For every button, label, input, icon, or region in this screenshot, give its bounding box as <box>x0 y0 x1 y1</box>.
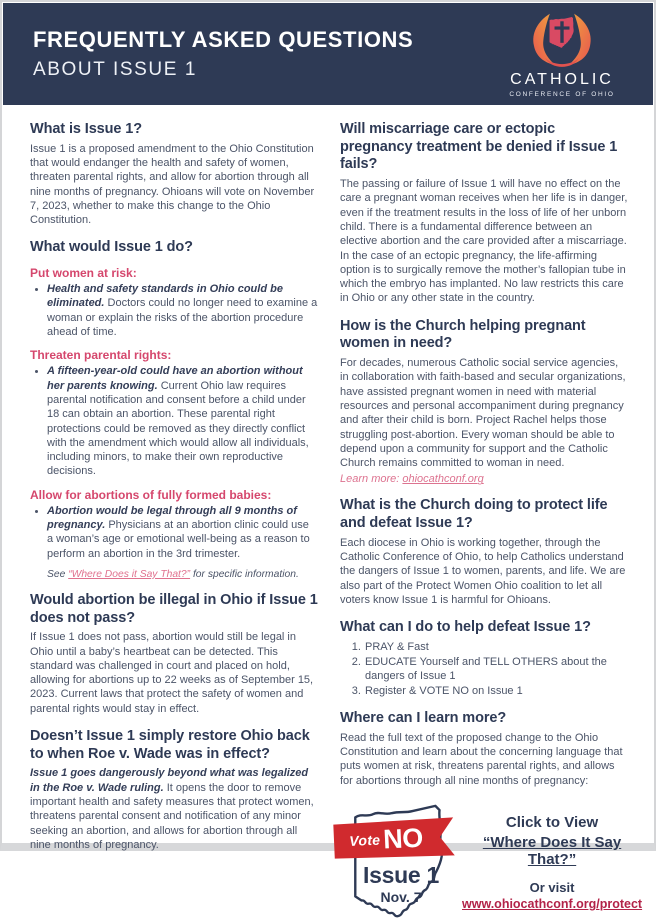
section-body: Issue 1 is a proposed amendment to the Ohio Constitution that would endanger the health and safety of women, threaten parental rights, and allow for abortion through all nine months of pregnancy. Ohioans will vote on November 7, 2023, whether to make this change to the Ohio Constitution. <box>30 142 315 227</box>
nov-7-label: Nov. 7 <box>380 888 422 905</box>
cta-block <box>462 800 642 913</box>
bullet-list <box>30 282 318 339</box>
section-heading: What can I do to help defeat Issue 1? <box>340 619 591 636</box>
bullet-item <box>47 282 318 339</box>
subhead-threaten-parental-rights: Threaten parental rights: <box>30 348 172 363</box>
section-body: The passing or failure of Issue 1 will have no effect on the care a pregnant woman receives when her life is in danger, even if the treatment results in the loss of life of her unborn child. There is a fundamental difference between an elective abortion and the care provided after a miscarriage. In the case of an ectopic pregnancy, the life-affirming option is to surgically remove the mother’s fallopian tube in which the embryo has implanted. No law restricts this care in Ohio or any other state in the country. <box>340 178 628 305</box>
learn-more-prefix: Learn more: <box>340 473 403 486</box>
section-what-is-issue-1 <box>30 121 318 227</box>
section-heading: Will miscarriage care or ectopic pregnancy treatment be denied if Issue 1 fails? <box>340 121 618 173</box>
section-roe-v-wade <box>30 728 318 852</box>
bullet-list <box>30 364 318 478</box>
section-body: If Issue 1 does not pass, abortion would still be legal in Ohio until a baby’s heartbeat can be detected. This standard was challenged in court and placed on hold, allowing for abortions up to 22 weeks as of September 15, 2023. Current laws that protect the safety of women and parental rights would stay in effect. <box>30 631 314 715</box>
where-does-it-say-that-cta-link[interactable]: “Where Does It Say That?” <box>482 833 622 868</box>
right-column <box>340 119 643 911</box>
section-church-defeat-issue-1 <box>340 497 628 607</box>
org-name: CATHOLIC <box>510 70 614 88</box>
footer-graphic-row <box>340 800 643 924</box>
see-note <box>47 569 318 580</box>
section-heading: What would Issue 1 do? <box>30 239 193 256</box>
flame-ohio-cross-icon <box>526 11 598 69</box>
or-visit-label: Or visit <box>529 879 575 895</box>
ribbon-text <box>333 818 439 861</box>
org-logo <box>493 11 631 98</box>
section-heading: What is Issue 1? <box>30 121 143 137</box>
action-list <box>340 640 628 698</box>
paragraph-lead: Issue 1 goes dangerously beyond what was legalized in the Roe v. Wade ruling. <box>30 767 309 794</box>
where-does-it-say-that-link[interactable]: “Where Does it Say That?” <box>68 568 191 580</box>
subhead-put-women-at-risk: Put women at risk: <box>30 266 137 281</box>
content-columns <box>2 105 654 911</box>
bullet-lead: Abortion would be legal through all 9 months of pregnancy. <box>47 504 297 532</box>
section-body <box>30 766 318 852</box>
section-heading: Doesn’t Issue 1 simply restore Ohio back to when Roe v. Wade was in effect? <box>30 728 310 762</box>
vote-no-badge <box>340 800 462 924</box>
bullet-rest: Doctors could no longer need to examine a woman or explain the risks of the abortion procedure ahead of time. <box>47 297 318 339</box>
section-body: Read the full text of the proposed change to the Ohio Constitution and learn about the concerning language that puts women at risk, threatens parental rights, and allows for abortions through all nine months of pregnancy: <box>340 731 623 787</box>
org-tagline: CONFERENCE OF OHIO <box>509 90 615 98</box>
bullet-item <box>47 364 318 478</box>
left-column <box>30 119 318 854</box>
section-heading: Would abortion be illegal in Ohio if Issue 1 does not pass? <box>30 591 318 626</box>
header-banner <box>3 3 653 105</box>
section-where-learn-more <box>340 710 628 788</box>
section-heading: What is the Church doing to protect life and defeat Issue 1? <box>340 497 608 532</box>
section-body: Each diocese in Ohio is working together, through the Catholic Conference of Ohio, to help Catholics understand the dangers of Issue 1 to women, parents, and life. We are also part of the Protect Women Ohio coalition to let all voters know Issue 1 is harmful for Ohioans. <box>340 536 626 607</box>
section-heading: Where can I learn more? <box>340 710 507 727</box>
vote-word: Vote <box>348 831 381 849</box>
learn-more-line <box>340 473 628 485</box>
bullet-lead: A fifteen-year-old could have an abortion without her parents knowing. <box>47 365 303 392</box>
ohiocathconf-link[interactable]: ohiocathconf.org <box>402 473 484 486</box>
paragraph-rest: It opens the door to remove important health and safety measures that protect women, threatens parental consent and notification of any minor seeking an abortion, and allows for abortion through all nine months of pregnancy. <box>30 781 314 851</box>
section-would-abortion-be-illegal <box>30 592 318 716</box>
bullet-list <box>30 504 318 561</box>
protect-url-link[interactable]: www.ohiocathconf.org/protect <box>462 896 643 911</box>
section-what-would-issue-1-do <box>30 239 318 579</box>
issue-1-label: Issue 1 <box>363 861 439 888</box>
action-item-vote-no: 3. Register & VOTE NO on Issue 1 <box>364 684 628 699</box>
page-subtitle: ABOUT ISSUE 1 <box>33 58 198 80</box>
action-item-educate: 2. EDUCATE Yourself and TELL OTHERS about the dangers of Issue 1 <box>364 655 628 684</box>
subhead-abortions-fully-formed: Allow for abortions of fully formed babies: <box>30 487 272 502</box>
action-item-pray: 1. PRAY & Fast <box>364 640 628 655</box>
note-suffix: for specific information. <box>190 568 299 580</box>
title-block <box>33 27 413 80</box>
section-miscarriage-care <box>340 121 628 306</box>
section-church-helping-women <box>340 318 628 486</box>
bullet-item <box>47 504 318 561</box>
section-what-can-i-do <box>340 619 628 698</box>
section-body: For decades, numerous Catholic social service agencies, in collaboration with faith-based and secular organizations, have assisted pregnant women in need with material resources and personal accompaniment during pregnancy and after their child is born. Project Rachel helps those struggling post-abortion. Every woman should be able to depend upon a community for support and the Catholic Church remains committed to woman in need. <box>340 357 626 470</box>
note-prefix: See <box>47 568 69 580</box>
bullet-rest: Physicians at an abortion clinic could use a woman’s age or emotional well-being as a reason to perform an abortion in the 3rd trimester. <box>47 519 310 560</box>
bullet-lead: Health and safety standards in Ohio could be eliminated. <box>47 283 283 310</box>
page-title: FREQUENTLY ASKED QUESTIONS <box>33 27 414 53</box>
no-word: NO <box>382 822 424 854</box>
vote-no-ribbon <box>333 817 455 860</box>
bullet-rest: Current Ohio law requires parental notification and consent before a child under 18 can obtain an abortion. These parental right protections could be removed as they directly conflict with the amendment which would allow all individuals, including minors, to make their own reproductive decisions. <box>47 379 309 478</box>
section-heading: How is the Church helping pregnant women in need? <box>340 317 586 352</box>
click-to-view-label: Click to View <box>505 813 599 831</box>
